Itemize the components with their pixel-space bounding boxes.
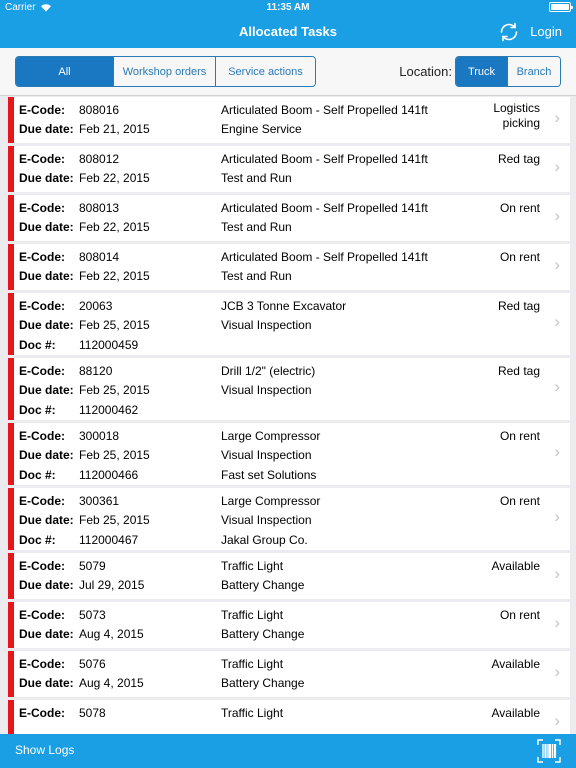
ecode-value: 20063 [79, 299, 113, 313]
location-branch-button[interactable]: Branch [508, 57, 560, 86]
asset-description: Articulated Boom - Self Propelled 141ft [221, 152, 428, 166]
filter-bar [0, 48, 576, 96]
location-label: Location: [399, 64, 452, 79]
ecode-value: 808012 [79, 152, 120, 166]
due-date-label: Due date: [19, 627, 74, 641]
task-type: Battery Change [221, 578, 305, 592]
task-row[interactable] [8, 423, 570, 485]
due-date-value: Feb 25, 2015 [79, 318, 150, 332]
asset-description: Traffic Light [221, 706, 284, 720]
sync-button[interactable] [496, 19, 522, 45]
task-row[interactable] [8, 358, 570, 420]
task-row[interactable] [8, 146, 570, 192]
chevron-right-icon: › [554, 312, 560, 331]
task-row[interactable] [8, 553, 570, 599]
task-row[interactable] [8, 244, 570, 290]
ecode-value: 88120 [79, 364, 113, 378]
task-type: Test and Run [221, 171, 292, 185]
due-date-value: Feb 22, 2015 [79, 171, 150, 185]
customer-name: Fast set Solutions [221, 468, 317, 482]
asset-description: JCB 3 Tonne Excavator [221, 299, 347, 313]
task-type: Battery Change [221, 627, 305, 641]
due-date-label: Due date: [19, 578, 74, 592]
task-type: Visual Inspection [221, 318, 312, 332]
chevron-right-icon: › [554, 507, 560, 526]
ecode-value: 300361 [79, 494, 120, 508]
clock: 11:35 AM [266, 2, 310, 13]
ecode-value: 300018 [79, 429, 120, 443]
doc-number-label: Doc #: [19, 338, 56, 352]
ecode-value: 5076 [79, 657, 106, 671]
chevron-right-icon: › [554, 711, 560, 730]
task-type: Visual Inspection [221, 513, 312, 527]
status-badge: On rent [499, 608, 540, 622]
asset-description: Traffic Light [221, 657, 284, 671]
due-date-label: Due date: [19, 383, 74, 397]
task-type-segmented-control [15, 56, 316, 87]
ecode-value: 808014 [79, 250, 120, 264]
asset-description: Articulated Boom - Self Propelled 141ft [221, 201, 428, 215]
doc-number-value: 112000467 [79, 533, 139, 547]
status-bar [0, 0, 576, 16]
ecode-value: 5073 [79, 608, 106, 622]
due-date-value: Aug 4, 2015 [79, 676, 144, 690]
login-button[interactable]: Login [530, 24, 562, 39]
location-segmented-control [455, 56, 561, 87]
due-date-label: Due date: [19, 318, 74, 332]
task-row[interactable] [8, 651, 570, 697]
ecode-value: 5079 [79, 559, 106, 573]
ecode-label: E-Code: [19, 608, 65, 622]
due-date-label: Due date: [19, 676, 74, 690]
page-title: Allocated Tasks [238, 24, 338, 39]
task-type: Test and Run [221, 220, 292, 234]
task-type: Visual Inspection [221, 383, 312, 397]
due-date-value: Feb 25, 2015 [79, 448, 150, 462]
customer-name: Jakal Group Co. [221, 533, 308, 547]
ecode-label: E-Code: [19, 429, 65, 443]
doc-number-label: Doc #: [19, 533, 56, 547]
due-date-label: Due date: [19, 220, 74, 234]
asset-description: Articulated Boom - Self Propelled 141ft [221, 250, 428, 264]
due-date-value: Feb 22, 2015 [79, 269, 150, 283]
ecode-label: E-Code: [19, 657, 65, 671]
ecode-label: E-Code: [19, 201, 65, 215]
asset-description: Large Compressor [221, 494, 321, 508]
task-row[interactable] [8, 97, 570, 143]
ecode-label: E-Code: [19, 103, 65, 117]
asset-description: Articulated Boom - Self Propelled 141ft [221, 103, 428, 117]
status-badge: On rent [499, 201, 540, 215]
task-type: Visual Inspection [221, 448, 312, 462]
chevron-right-icon: › [554, 255, 560, 274]
ecode-label: E-Code: [19, 494, 65, 508]
status-badge: On rent [499, 429, 540, 443]
due-date-value: Feb 22, 2015 [79, 220, 150, 234]
doc-number-label: Doc #: [19, 468, 56, 482]
navigation-bar [0, 16, 576, 48]
ecode-label: E-Code: [19, 706, 65, 720]
ecode-label: E-Code: [19, 250, 65, 264]
battery-icon [549, 2, 571, 12]
due-date-label: Due date: [19, 513, 74, 527]
ecode-label: E-Code: [19, 152, 65, 166]
due-date-label: Due date: [19, 448, 74, 462]
status-badge: On rent [499, 250, 540, 264]
task-list[interactable] [0, 97, 576, 734]
due-date-label: Due date: [19, 171, 74, 185]
due-date-value: Feb 25, 2015 [79, 513, 150, 527]
chevron-right-icon: › [554, 157, 560, 176]
status-badge: Red tag [497, 364, 540, 378]
due-date-value: Aug 4, 2015 [79, 627, 144, 641]
due-date-value: Feb 21, 2015 [79, 122, 150, 136]
task-row[interactable] [8, 195, 570, 241]
task-row[interactable] [8, 700, 570, 734]
doc-number-value: 112000466 [79, 468, 139, 482]
chevron-right-icon: › [554, 564, 560, 583]
chevron-right-icon: › [554, 108, 560, 127]
status-badge: Available [491, 706, 540, 720]
task-type: Battery Change [221, 676, 305, 690]
asset-description: Traffic Light [221, 559, 284, 573]
carrier-label: Carrier [5, 2, 36, 13]
status-badge: Logistics picking [493, 101, 540, 130]
task-type: Test and Run [221, 269, 292, 283]
chevron-right-icon: › [554, 613, 560, 632]
doc-number-value: 112000462 [79, 403, 139, 417]
filter-all-button[interactable]: All [16, 57, 114, 86]
due-date-label: Due date: [19, 269, 74, 283]
bottom-toolbar [0, 734, 576, 768]
barcode-icon [536, 738, 562, 764]
chevron-right-icon: › [554, 662, 560, 681]
filter-service-actions-button[interactable]: Service actions [216, 57, 315, 86]
ecode-value: 808013 [79, 201, 120, 215]
ecode-label: E-Code: [19, 559, 65, 573]
ecode-value: 5078 [79, 706, 106, 720]
status-badge: On rent [499, 494, 540, 508]
asset-description: Traffic Light [221, 608, 284, 622]
location-truck-button[interactable]: Truck [456, 57, 508, 86]
chevron-right-icon: › [554, 442, 560, 461]
asset-description: Drill 1/2" (electric) [221, 364, 316, 378]
task-row[interactable] [8, 602, 570, 648]
barcode-scan-button[interactable] [536, 738, 562, 764]
filter-workshop-orders-button[interactable]: Workshop orders [114, 57, 216, 86]
status-badge: Red tag [497, 299, 540, 313]
chevron-right-icon: › [554, 377, 560, 396]
task-row[interactable] [8, 488, 570, 550]
ecode-value: 808016 [79, 103, 120, 117]
asset-description: Large Compressor [221, 429, 321, 443]
task-type: Engine Service [221, 122, 302, 136]
show-logs-button[interactable]: Show Logs [15, 743, 75, 757]
due-date-value: Feb 25, 2015 [79, 383, 150, 397]
sync-icon [497, 20, 521, 44]
ecode-label: E-Code: [19, 364, 65, 378]
due-date-label: Due date: [19, 122, 74, 136]
ecode-label: E-Code: [19, 299, 65, 313]
task-row[interactable] [8, 293, 570, 355]
status-badge: Available [491, 559, 540, 573]
chevron-right-icon: › [554, 206, 560, 225]
doc-number-value: 112000459 [79, 338, 139, 352]
status-badge: Available [491, 657, 540, 671]
doc-number-label: Doc #: [19, 403, 56, 417]
status-badge: Red tag [497, 152, 540, 166]
due-date-value: Jul 29, 2015 [79, 578, 145, 592]
